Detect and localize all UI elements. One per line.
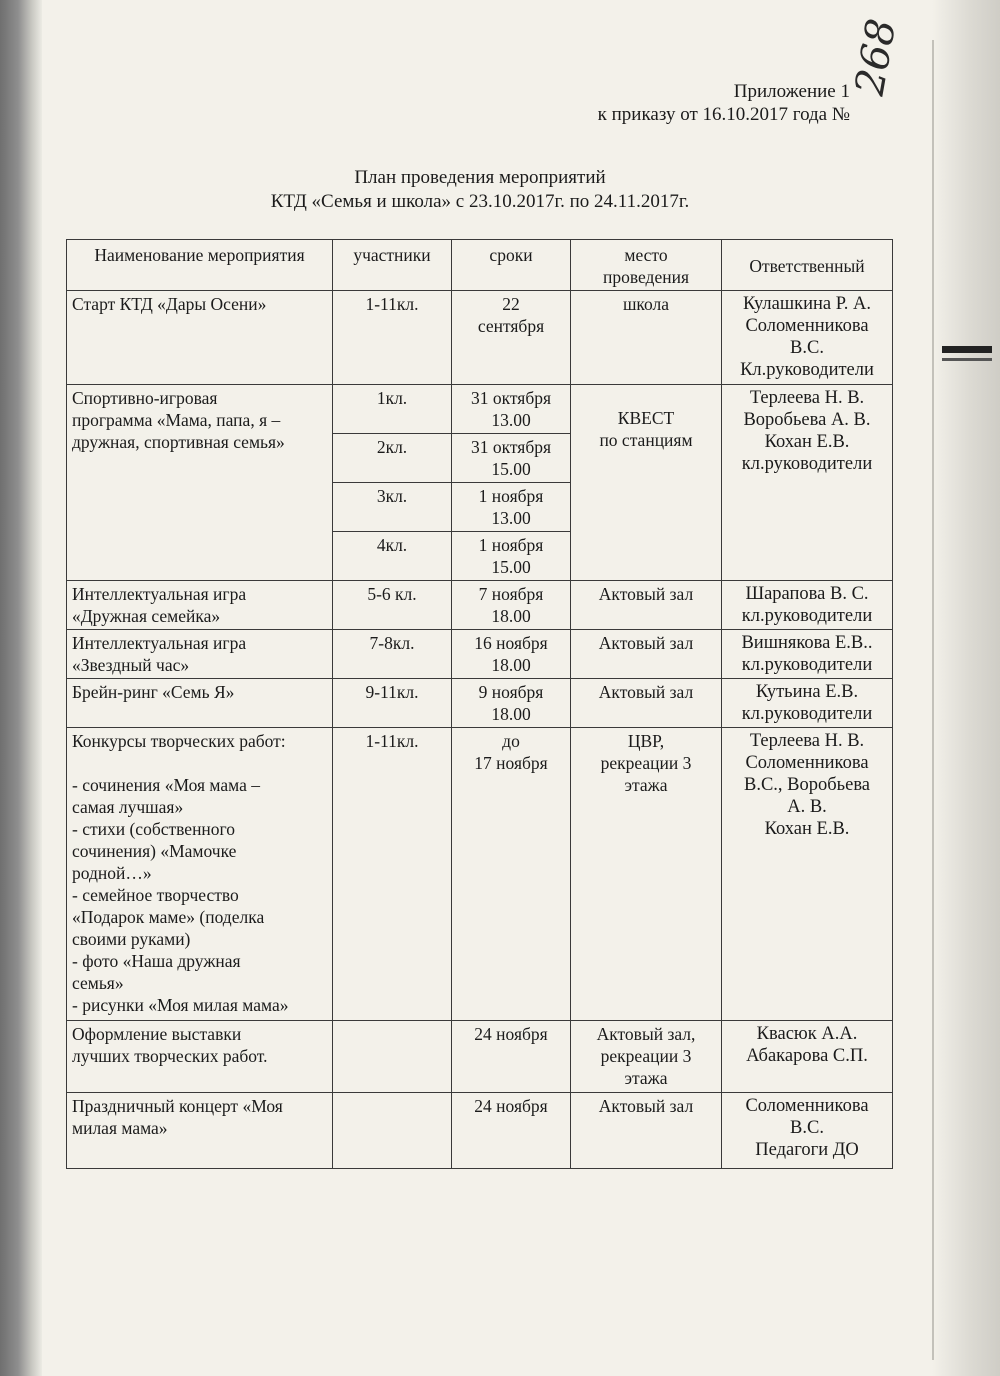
cell-responsible: Терлеева Н. В. Воробьева А. В. Кохан Е.В. кл.руководители [722, 385, 893, 581]
title-line-1: План проведения мероприятий [354, 167, 606, 188]
cell-participants: 9-11кл. [333, 679, 452, 728]
cell-participants: 3кл. [333, 483, 452, 532]
cell-participants: 1кл. [333, 385, 452, 434]
title-line-2: КТД «Семья и школа» с 23.10.2017г. по 24.11.2017г. [270, 191, 690, 212]
cell-place: Актовый зал [571, 581, 722, 630]
header-place: место проведения [571, 240, 722, 291]
table-row [67, 385, 893, 434]
table-row [67, 679, 893, 728]
appendix-line-2: к приказу от 16.10.2017 года № [597, 104, 850, 125]
cell-name: Старт КТД «Дары Осени» [67, 291, 333, 385]
table-row [67, 581, 893, 630]
header-participants: участники [333, 240, 452, 291]
cell-dates: 31 октября 13.00 [452, 385, 571, 434]
appendix-line-1: Приложение 1 [733, 81, 850, 102]
cell-participants: 7-8кл. [333, 630, 452, 679]
table-row [67, 1021, 893, 1093]
cell-place: Актовый зал [571, 1093, 722, 1169]
table-row [67, 291, 893, 385]
cell-responsible: Соломенникова В.С. Педагоги ДО [722, 1093, 893, 1169]
cell-dates: 22 сентября [452, 291, 571, 385]
margin-mark [942, 346, 992, 353]
cell-name: Оформление выставки лучших творческих работ. [67, 1021, 333, 1093]
cell-name: Брейн-ринг «Семь Я» [67, 679, 333, 728]
cell-dates: 7 ноября 18.00 [452, 581, 571, 630]
appendix-note [598, 80, 850, 126]
cell-place: Актовый зал [571, 630, 722, 679]
fold-line [932, 40, 934, 1360]
cell-participants [333, 1093, 452, 1169]
cell-responsible: Квасюк А.А. Абакарова С.П. [722, 1021, 893, 1093]
cell-responsible: Кутьина Е.В. кл.руководители [722, 679, 893, 728]
cell-dates: 1 ноября 13.00 [452, 483, 571, 532]
cell-dates: 24 ноября [452, 1093, 571, 1169]
cell-place: Актовый зал [571, 679, 722, 728]
header-responsible: Ответственный [722, 240, 893, 291]
cell-participants: 1-11кл. [333, 291, 452, 385]
cell-dates: до 17 ноября [452, 728, 571, 1021]
cell-dates: 9 ноября 18.00 [452, 679, 571, 728]
cell-place: ЦВР, рекреации 3 этажа [571, 728, 722, 1021]
table-row [67, 728, 893, 1021]
header-dates: сроки [452, 240, 571, 291]
cell-place: школа [571, 291, 722, 385]
cell-responsible: Терлеева Н. В. Соломенникова В.С., Воробьева А. В. Кохан Е.В. [722, 728, 893, 1021]
table-row [67, 630, 893, 679]
events-table [66, 239, 893, 1169]
cell-participants: 5-6 кл. [333, 581, 452, 630]
cell-participants: 2кл. [333, 434, 452, 483]
scan-edge-right [932, 0, 1000, 1376]
cell-responsible: Шарапова В. С. кл.руководители [722, 581, 893, 630]
cell-dates: 16 ноября 18.00 [452, 630, 571, 679]
cell-dates: 31 октября 15.00 [452, 434, 571, 483]
cell-name: Интеллектуальная игра «Дружная семейка» [67, 581, 333, 630]
cell-place: КВЕСТ по станциям [571, 385, 722, 581]
cell-name: Праздничный концерт «Моя милая мама» [67, 1093, 333, 1169]
header-name: Наименование мероприятия [67, 240, 333, 291]
document-title [200, 166, 760, 214]
margin-mark-thin [942, 358, 992, 361]
cell-responsible: Кулашкина Р. А. Соломенникова В.С. Кл.руководители [722, 291, 893, 385]
cell-participants: 1-11кл. [333, 728, 452, 1021]
table-header-row [67, 240, 893, 291]
cell-participants [333, 1021, 452, 1093]
cell-name: Интеллектуальная игра «Звездный час» [67, 630, 333, 679]
handwritten-page-number: 268 [846, 15, 906, 99]
cell-dates: 1 ноября 15.00 [452, 532, 571, 581]
scan-edge-left [0, 0, 42, 1376]
cell-name: Спортивно-игровая программа «Мама, папа, я – дружная, спортивная семья» [67, 385, 333, 581]
table-row [67, 1093, 893, 1169]
cell-place: Актовый зал, рекреации 3 этажа [571, 1021, 722, 1093]
cell-name: Конкурсы творческих работ: - сочинения «Моя мама – самая лучшая» - стихи (собственного сочинения) «Мамочке родной…» - семейное творчество «Подарок маме» (поделка своими руками) - фото «Наша дружная семья» - рисунки «Моя милая мама» [67, 728, 333, 1021]
cell-dates: 24 ноября [452, 1021, 571, 1093]
cell-participants: 4кл. [333, 532, 452, 581]
cell-responsible: Вишнякова Е.В.. кл.руководители [722, 630, 893, 679]
